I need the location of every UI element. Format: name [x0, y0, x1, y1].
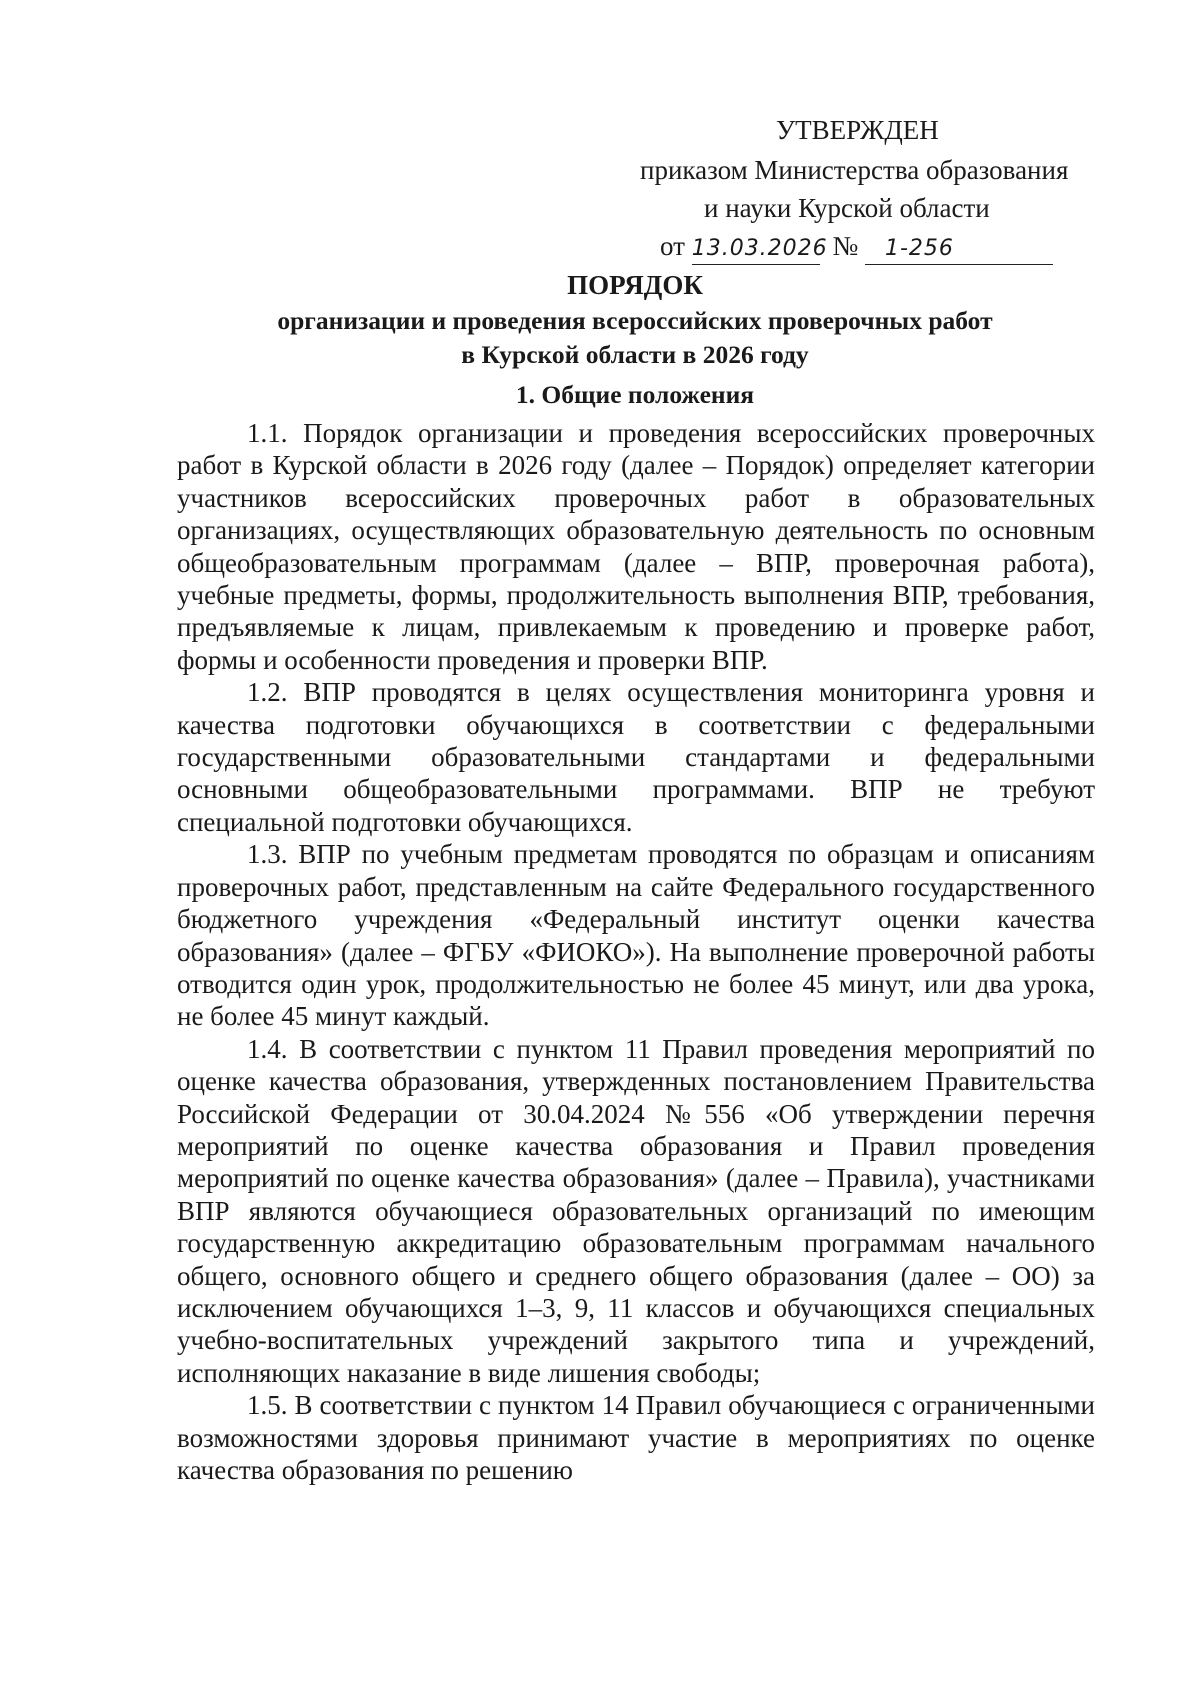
paragraph-1-1: 1.1. Порядок организации и проведения всероссийских проверочных работ в Курской области в 2026 году (далее – Порядок) определяет категории участников всероссийских проверочных работ в образовательных организациях, осуществляющих образовательную деятельность по основным общеобразовательным программам (далее – ВПР, проверочная работа), учебные предметы, формы, продолжительность выполнения ВПР, требования, предъявляемые к лицам, привлекаемым к проведению и проверке работ, формы и особенности проведения и проверки ВПР.: [177, 418, 1095, 675]
order-number: 1-256: [865, 234, 1053, 265]
paragraph-1-2: 1.2. ВПР проводятся в целях осуществления мониторинга уровня и качества подготовки обучающихся в соответствии с федеральными государственными образовательными стандартами и федеральными основными общеобразовательными программами. ВПР не требуют специальной подготовки обучающихся.: [177, 677, 1095, 837]
order-line-2: и науки Курской области: [704, 193, 990, 223]
paragraph-1-5: 1.5. В соответствии с пунктом 14 Правил обучающиеся с ограниченными возможностями здоровья принимают участие в мероприятиях по оценке качества образования по решению: [177, 1390, 1095, 1485]
date-prefix: от: [660, 231, 685, 261]
order-date: 13.03.2026: [692, 234, 820, 265]
paragraph-1-4: 1.4. В соответствии с пунктом 11 Правил проведения мероприятий по оценке качества образования, утвержденных постановлением Правительства Российской Федерации от 30.04.2024 №556 «Об утверждении перечня мероприятий по оценке качества образования и Правил проведения мероприятий по оценке качества образования» (далее – Правила), участниками ВПР являются обучающиеся образовательных организаций по имеющим государственную аккредитацию образовательным программам начального общего, основного общего и среднего общего образования (далее – ОО) за исключением обучающихся 1–3, 9, 11 классов и обучающихся специальных учебно-воспитательных учреждений закрытого типа и учреждений, исполняющих наказание в виде лишения свободы;: [177, 1033, 1095, 1388]
document-title: ПОРЯДОК: [567, 270, 703, 300]
order-date-number-line: [660, 228, 1053, 265]
section-title: 1. Общие положения: [515, 380, 755, 409]
approved-label: УТВЕРЖДЕН: [776, 115, 939, 145]
order-line-1: приказом Министерства образования: [640, 155, 1069, 185]
paragraph-1-3: 1.3. ВПР по учебным предметам проводятся по образцам и описаниям проверочных работ, представленным на сайте Федерального государственного бюджетного учреждения «Федеральный институт оценки качества образования» (далее – ФГБУ «ФИОКО»). На выполнение проверочной работы отводится один урок, продолжительностью не более 45 минут, или два урока, не более 45 минут каждый.: [177, 839, 1095, 1032]
number-prefix: №: [832, 231, 859, 261]
document-subtitle-line-2: в Курской области в 2026 году: [461, 340, 809, 369]
document-subtitle-line-1: организации и проведения всероссийских проверочных работ: [277, 306, 993, 335]
document-body: [177, 417, 1095, 1486]
